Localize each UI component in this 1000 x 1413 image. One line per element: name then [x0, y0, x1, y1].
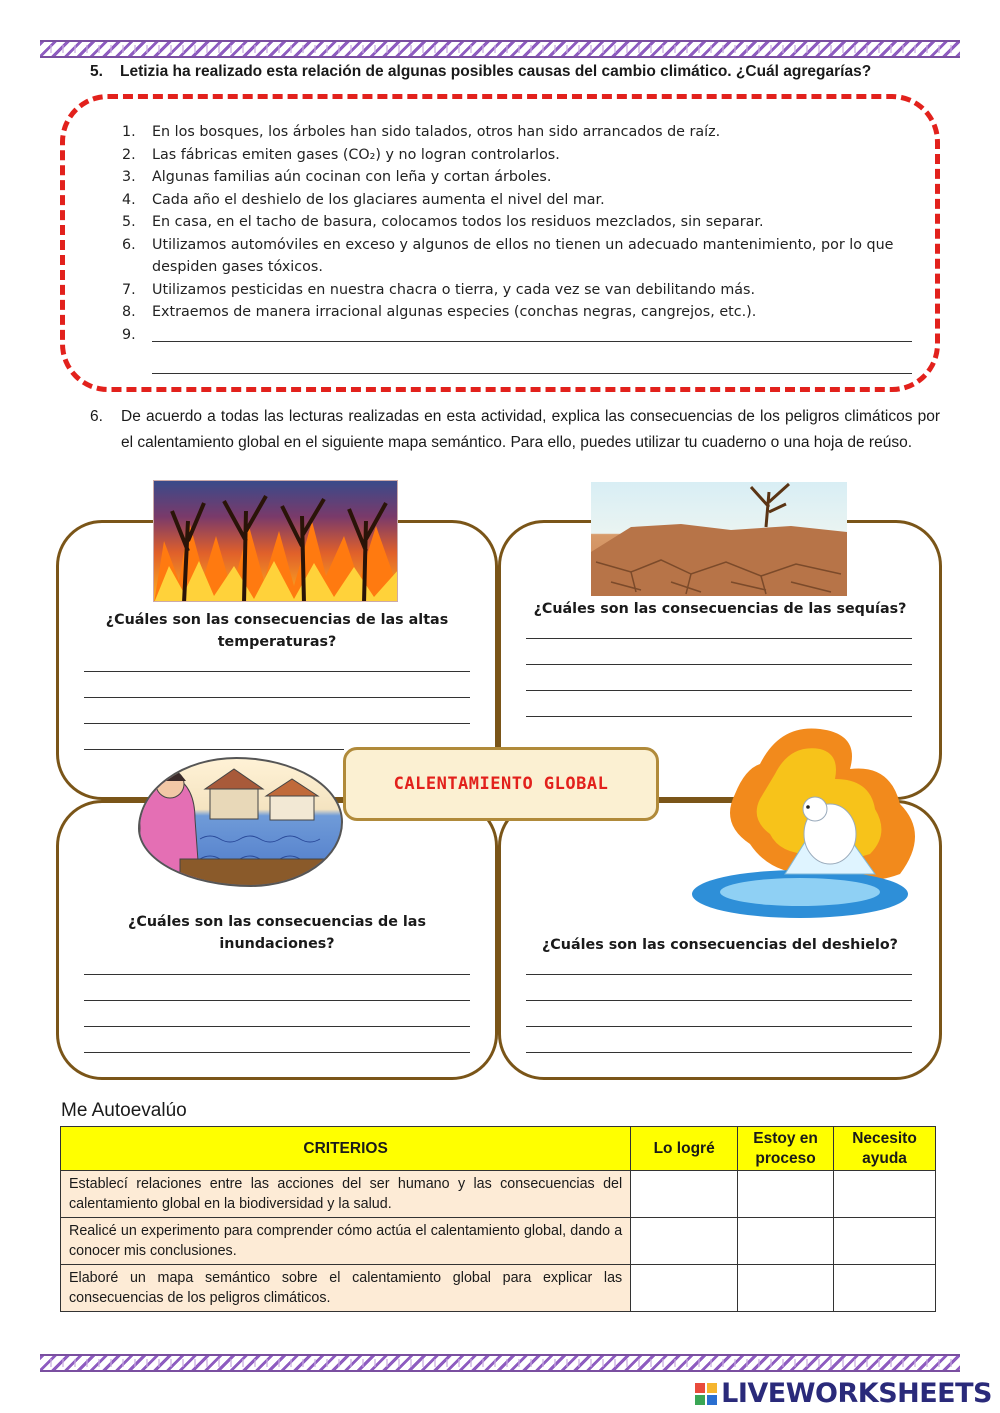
- answer-line-high-temp-2[interactable]: [84, 697, 470, 698]
- answer-line-floods-1[interactable]: [84, 974, 470, 975]
- logo-squares-icon: [695, 1383, 717, 1405]
- criterion-cell: Establecí relaciones entre las acciones del ser humano y las consecuencias del calentamiento global en la biodiversidad y la salud.: [61, 1171, 631, 1218]
- answer-line-2[interactable]: [152, 360, 912, 374]
- criterion-cell: Realicé un experimento para comprender cómo actúa el calentamiento global, dando a conocer mis conclusiones.: [61, 1218, 631, 1265]
- bottom-decorative-border: [40, 1354, 960, 1372]
- list-item: 3. Algunas familias aún cocinan con leña y cortan árboles.: [122, 169, 552, 185]
- checkbox-achieved[interactable]: [631, 1265, 738, 1312]
- answer-line-floods-3[interactable]: [84, 1026, 470, 1027]
- answer-line-drought-2[interactable]: [526, 664, 912, 665]
- answer-line-1[interactable]: [152, 328, 912, 342]
- checkbox-achieved[interactable]: [631, 1218, 738, 1265]
- logo-text: LIVEWORKSHEETS: [721, 1378, 992, 1409]
- question-6-text: De acuerdo a todas las lecturas realizadas en esta actividad, explica las consecuencias de los peligros climáticos por el calentamiento global en el siguiente mapa semántico. Para ello, puedes utilizar tu cuaderno o una hoja de reúso.: [121, 408, 940, 451]
- table-row: [61, 1265, 936, 1312]
- checkbox-in-progress[interactable]: [738, 1171, 834, 1218]
- header-criteria: CRITERIOS: [61, 1127, 631, 1171]
- answer-line-high-temp-3[interactable]: [84, 723, 470, 724]
- criterion-cell: Elaboré un mapa semántico sobre el calentamiento global para explicar las consecuencias de los peligros climáticos.: [61, 1265, 631, 1312]
- answer-line-drought-1[interactable]: [526, 638, 912, 639]
- checkbox-need-help[interactable]: [834, 1171, 936, 1218]
- question-5-text: Letizia ha realizado esta relación de algunas posibles causas del cambio climático. ¿Cuál agregarías?: [120, 63, 872, 80]
- top-decorative-border: [40, 40, 960, 58]
- answer-line-thaw-3[interactable]: [526, 1026, 912, 1027]
- table-row: [61, 1171, 936, 1218]
- answer-line-thaw-2[interactable]: [526, 1000, 912, 1001]
- list-item: 7. Utilizamos pesticidas en nuestra chacra o tierra, y cada vez se van debilitando más.: [122, 281, 756, 298]
- header-achieved: Lo logré: [631, 1127, 738, 1171]
- self-evaluation-title: Me Autoevalúo: [61, 1100, 187, 1121]
- list-item-answer[interactable]: 9.: [122, 324, 912, 374]
- checkbox-achieved[interactable]: [631, 1171, 738, 1218]
- list-item: 6. Utilizamos automóviles en exceso y algunos de ellos no tienen un adecuado mantenimiento, por lo que despiden gases tóxicos.: [122, 236, 894, 275]
- answer-line-floods-2[interactable]: [84, 1000, 470, 1001]
- drought-image: [591, 482, 847, 596]
- center-concept: [343, 747, 659, 821]
- wildfire-image: [153, 480, 398, 602]
- checkbox-need-help[interactable]: [834, 1265, 936, 1312]
- liveworksheets-logo[interactable]: [695, 1378, 992, 1409]
- answer-line-drought-4[interactable]: [526, 716, 912, 717]
- checkbox-in-progress[interactable]: [738, 1218, 834, 1265]
- self-evaluation-table: [60, 1126, 936, 1312]
- list-item: 8. Extraemos de manera irracional algunas especies (conchas negras, cangrejos, etc.).: [122, 304, 757, 320]
- list-item: 2. Las fábricas emiten gases (CO₂) y no logran controlarlos.: [122, 146, 560, 163]
- list-item: 1. En los bosques, los árboles han sido talados, otros han sido arrancados de raíz.: [122, 124, 721, 140]
- question-6: 6. De acuerdo a todas las lecturas realizadas en esta actividad, explica las consecuencias de los peligros climáticos por el calentamiento global en el siguiente mapa semántico. Para ello, puedes utilizar tu cuaderno o una hoja de reúso.: [90, 404, 940, 456]
- answer-line-floods-4[interactable]: [84, 1052, 470, 1053]
- question-floods: ¿Cuáles son las consecuencias de las inundaciones?: [128, 914, 426, 952]
- answer-line-drought-3[interactable]: [526, 690, 912, 691]
- question-thaw: ¿Cuáles son las consecuencias del deshielo?: [542, 937, 898, 953]
- answer-line-high-temp-4[interactable]: [84, 749, 344, 750]
- answer-line-high-temp-1[interactable]: [84, 671, 470, 672]
- list-item: 4. Cada año el deshielo de los glaciares aumenta el nivel del mar.: [122, 191, 605, 208]
- header-need-help: Necesito ayuda: [834, 1127, 936, 1171]
- center-concept-label: CALENTAMIENTO GLOBAL: [393, 774, 609, 794]
- table-row: [61, 1218, 936, 1265]
- answer-line-thaw-4[interactable]: [526, 1052, 912, 1053]
- question-high-temperatures: ¿Cuáles son las consecuencias de las altas temperaturas?: [105, 612, 449, 650]
- checkbox-need-help[interactable]: [834, 1218, 936, 1265]
- list-item: 5. En casa, en el tacho de basura, colocamos todos los residuos mezclados, sin separar.: [122, 214, 764, 230]
- flood-image: [138, 757, 343, 887]
- causes-list: [122, 121, 912, 374]
- melting-ice-polar-bear-image: [690, 724, 942, 920]
- checkbox-in-progress[interactable]: [738, 1265, 834, 1312]
- question-droughts: ¿Cuáles son las consecuencias de las sequías?: [533, 601, 907, 617]
- answer-line-thaw-1[interactable]: [526, 974, 912, 975]
- header-in-progress: Estoy en proceso: [738, 1127, 834, 1171]
- question-5: 5. Letizia ha realizado esta relación de algunas posibles causas del cambio climático. ¿Cuál agregarías?: [90, 63, 872, 80]
